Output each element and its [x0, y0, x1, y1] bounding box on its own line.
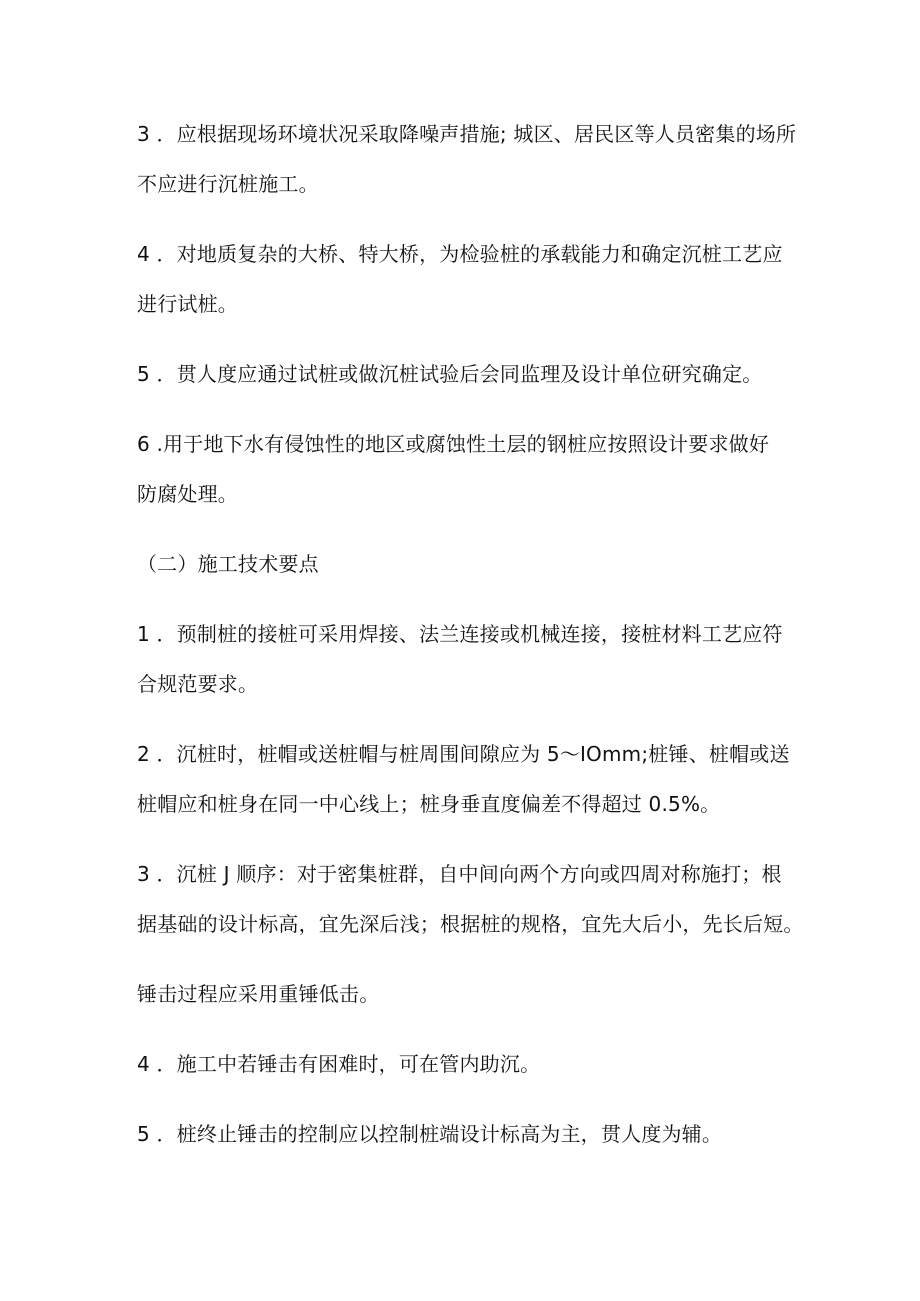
paragraph-3-line-2: 不应进行沉桩施工。 — [137, 172, 319, 196]
paragraph-5-line-1: 5 ．贯人度应通过试桩或做沉桩试验后会同监理及设计单位研究确定。 — [137, 362, 763, 386]
paragraph-6-line-1: 6 .用于地下水有侵蚀性的地区或腐蚀性土层的钢桩应按照设计要求做好 — [137, 432, 770, 456]
tech-point-4-line-1: 4 ．施工中若锤击有困难时，可在管内助沉。 — [137, 1052, 541, 1076]
tech-point-5-line-1: 5 ．桩终止锤击的控制应以控制桩端设计标高为主，贯人度为辅。 — [137, 1122, 723, 1146]
tech-point-3-line-1: 3 ．沉桩 J 顺序：对于密集桩群，自中间向两个方向或四周对称施打；根 — [137, 862, 782, 886]
tech-point-2-line-2: 桩帽应和桩身在同一中心线上；桩身垂直度偏差不得超过 0.5%。 — [137, 792, 721, 816]
paragraph-4-line-2: 进行试桩。 — [137, 292, 238, 316]
tech-point-3-line-3: 锤击过程应采用重锤低击。 — [137, 982, 380, 1006]
section-heading: （二）施工技术要点 — [137, 552, 319, 576]
paragraph-3-line-1: 3 ．应根据现场环境状况采取降噪声措施; 城区、居民区等人员密集的场所 — [137, 122, 797, 146]
tech-point-2-line-1: 2 ．沉桩时，桩帽或送桩帽与桩周围间隙应为 5～IOmm;桩锤、桩帽或送 — [137, 742, 790, 766]
tech-point-3-line-2: 据基础的设计标高，宜先深后浅；根据桩的规格，宜先大后小，先长后短。 — [137, 912, 804, 936]
tech-point-1-line-1: 1 ．预制桩的接桩可采用焊接、法兰连接或机械连接，接桩材料工艺应符 — [137, 622, 783, 646]
paragraph-6-line-2: 防腐处理。 — [137, 482, 238, 506]
tech-point-1-line-2: 合规范要求。 — [137, 672, 259, 696]
paragraph-4-line-1: 4 ．对地质复杂的大桥、特大桥，为检验桩的承载能力和确定沉桩工艺应 — [137, 242, 783, 266]
